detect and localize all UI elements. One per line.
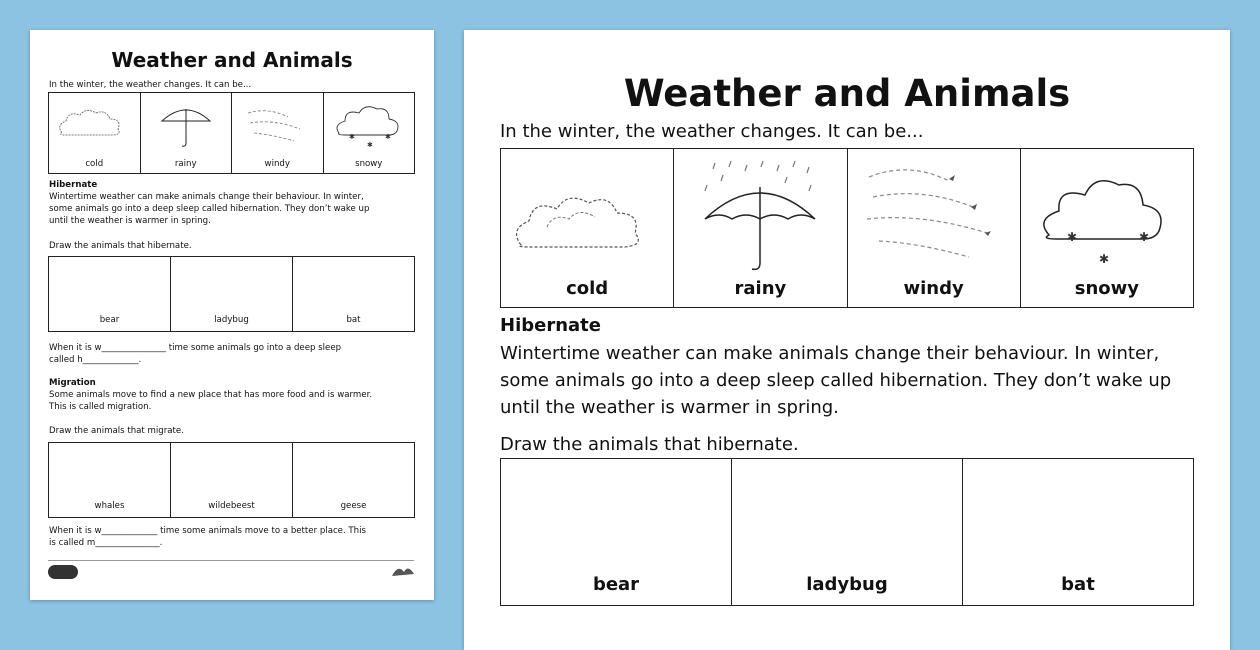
svg-text:✱: ✱ [366, 141, 373, 149]
worksheet-page[interactable] [464, 30, 1230, 650]
snow-cloud-icon [1027, 157, 1187, 271]
migration-text-line2: This is called migration. [49, 402, 152, 412]
migration-drawing-grid [48, 442, 415, 518]
intro-text: In the winter, the weather changes. It can be... [49, 80, 252, 90]
cloud-icon [507, 157, 667, 267]
weather-label: cold [85, 159, 104, 169]
animal-label: bat [346, 315, 361, 325]
animal-label: whales [94, 501, 125, 511]
drawing-box-geese[interactable] [293, 443, 414, 517]
svg-text:✱: ✱ [1066, 230, 1077, 244]
umbrella-rain-icon [156, 99, 216, 151]
drawing-box-bear[interactable] [49, 257, 171, 331]
weather-label: snowy [1074, 278, 1139, 299]
drawing-box-whales[interactable] [49, 443, 171, 517]
hibernate-drawing-grid [500, 458, 1194, 606]
worksheet-preview-page[interactable] [30, 30, 434, 600]
animal-label: geese [340, 501, 367, 511]
weather-cell-rainy [141, 93, 233, 173]
weather-label: snowy [355, 159, 383, 169]
hibernate-text-line2: some animals go into a deep sleep called hibernation. They don’t wake up [500, 370, 1172, 391]
hibernate-text-line1: Wintertime weather can make animals change their behaviour. In winter, [49, 192, 364, 202]
animal-label: ladybug [214, 315, 249, 325]
hibernate-text-line3: until the weather is warmer in spring. [500, 397, 839, 418]
weather-grid [48, 92, 415, 174]
hibernate-text-line3: until the weather is warmer in spring. [49, 216, 211, 226]
weather-cell-snowy [1021, 149, 1193, 307]
migration-fill-blank-line1: When it is w_____________ time some animals move to a better place. This [49, 526, 366, 536]
animal-label: ladybug [806, 574, 888, 595]
weather-cell-windy [848, 149, 1021, 307]
hibernate-text-line2: some animals go into a deep sleep called hibernation. They don’t wake up [49, 204, 370, 214]
wind-icon [859, 157, 1009, 267]
drawing-box-wildebeest[interactable] [171, 443, 293, 517]
drawing-box-bat[interactable] [293, 257, 414, 331]
drawing-box-bat[interactable] [963, 459, 1193, 605]
drawing-box-bear[interactable] [501, 459, 732, 605]
publisher-logo [48, 565, 78, 579]
hibernate-heading: Hibernate [500, 315, 601, 336]
migration-fill-blank-line2: is called m_______________. [49, 538, 163, 548]
animal-label: wildebeest [208, 501, 255, 511]
footer-logo-icon [390, 562, 416, 580]
intro-text: In the winter, the weather changes. It can be... [500, 121, 924, 142]
cloud-icon [54, 99, 134, 143]
animal-label: bat [1061, 574, 1095, 595]
hibernate-prompt: Draw the animals that hibernate. [500, 434, 799, 455]
animal-label: bear [592, 574, 640, 595]
weather-label: windy [903, 278, 964, 299]
svg-text:✱: ✱ [384, 133, 391, 141]
weather-cell-cold [49, 93, 141, 173]
weather-cell-windy [232, 93, 324, 173]
weather-cell-cold [501, 149, 674, 307]
snow-cloud-icon [329, 99, 409, 149]
drawing-box-ladybug[interactable] [171, 257, 293, 331]
svg-text:✱: ✱ [348, 133, 355, 141]
hibernate-fill-blank-line2: called h_____________. [49, 355, 142, 365]
svg-text:✱: ✱ [1098, 252, 1109, 266]
migration-text-line1: Some animals move to find a new place that has more food and is warmer. [49, 390, 373, 400]
footer-divider [48, 560, 414, 561]
hibernate-drawing-grid [48, 256, 415, 332]
animal-label: bear [99, 315, 120, 325]
weather-label: windy [264, 159, 290, 169]
drawing-box-ladybug[interactable] [732, 459, 963, 605]
hibernate-text-line1: Wintertime weather can make animals change their behaviour. In winter, [500, 343, 1160, 364]
wind-icon [242, 99, 312, 147]
weather-cell-rainy [674, 149, 847, 307]
worksheet-title: Weather and Animals [111, 48, 353, 72]
weather-cell-snowy [324, 93, 415, 173]
hibernate-prompt: Draw the animals that hibernate. [49, 241, 192, 251]
umbrella-rain-icon [695, 157, 825, 275]
worksheet-title: Weather and Animals [623, 72, 1071, 115]
weather-label: rainy [174, 159, 197, 169]
svg-text:✱: ✱ [1138, 230, 1149, 244]
weather-label: cold [566, 278, 609, 299]
migration-prompt: Draw the animals that migrate. [49, 426, 184, 436]
weather-label: rainy [734, 278, 787, 299]
migration-heading: Migration [49, 378, 96, 388]
hibernate-fill-blank-line1: When it is w_______________ time some animals go into a deep sleep [49, 343, 342, 353]
hibernate-heading: Hibernate [49, 180, 98, 190]
weather-grid [500, 148, 1194, 308]
